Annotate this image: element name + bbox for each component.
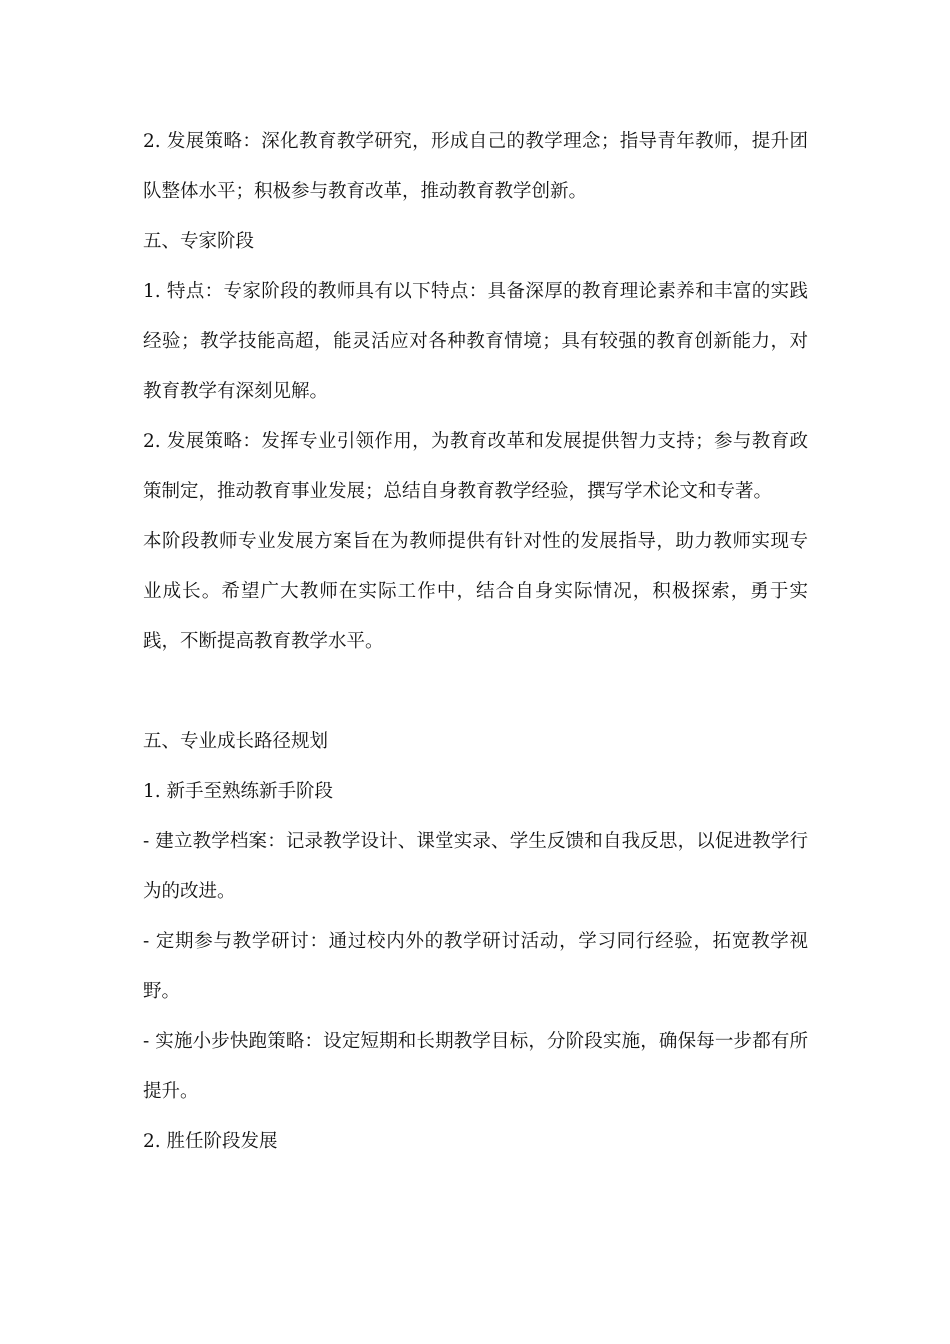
section-spacer [143, 667, 808, 717]
paragraph-expert-strategy: 2. 发展策略：发挥专业引领作用，为教育改革和发展提供智力支持；参与教育政策制定，推动教育事业发展；总结自身教育教学经验，撰写学术论文和专著。 [143, 431, 808, 502]
paragraph-summary: 本阶段教师专业发展方案旨在为教师提供有针对性的发展指导，助力教师实现专业成长。希望广大教师在实际工作中，结合自身实际情况，积极探索，勇于实践，不断提高教育教学水平。 [143, 531, 808, 652]
heading-growth-path: 五、专业成长路径规划 [143, 731, 329, 752]
paragraph-expert-features: 1. 特点：专家阶段的教师具有以下特点：具备深厚的教育理论素养和丰富的实践经验；教学技能高超，能灵活应对各种教育情境；具有较强的教育创新能力，对教育教学有深刻见解。 [143, 281, 808, 402]
paragraph-strategy-proficient: 2. 发展策略：深化教育教学研究，形成自己的教学理念；指导青年教师，提升团队整体水平；积极参与教育改革，推动教育教学创新。 [143, 131, 808, 202]
heading-expert-stage: 五、专家阶段 [143, 231, 255, 252]
list-item-teaching-seminar: - 定期参与教学研讨：通过校内外的教学研讨活动，学习同行经验，拓宽教学视野。 [143, 931, 808, 1002]
list-item-small-steps: - 实施小步快跑策略：设定短期和长期教学目标，分阶段实施，确保每一步都有所提升。 [143, 1031, 808, 1102]
subheading-competent-stage: 2. 胜任阶段发展 [143, 1131, 278, 1152]
list-item-teaching-archive: - 建立教学档案：记录教学设计、课堂实录、学生反馈和自我反思，以促进教学行为的改进。 [143, 831, 808, 902]
subheading-novice-stage: 1. 新手至熟练新手阶段 [143, 781, 334, 802]
document-body [143, 117, 808, 1167]
